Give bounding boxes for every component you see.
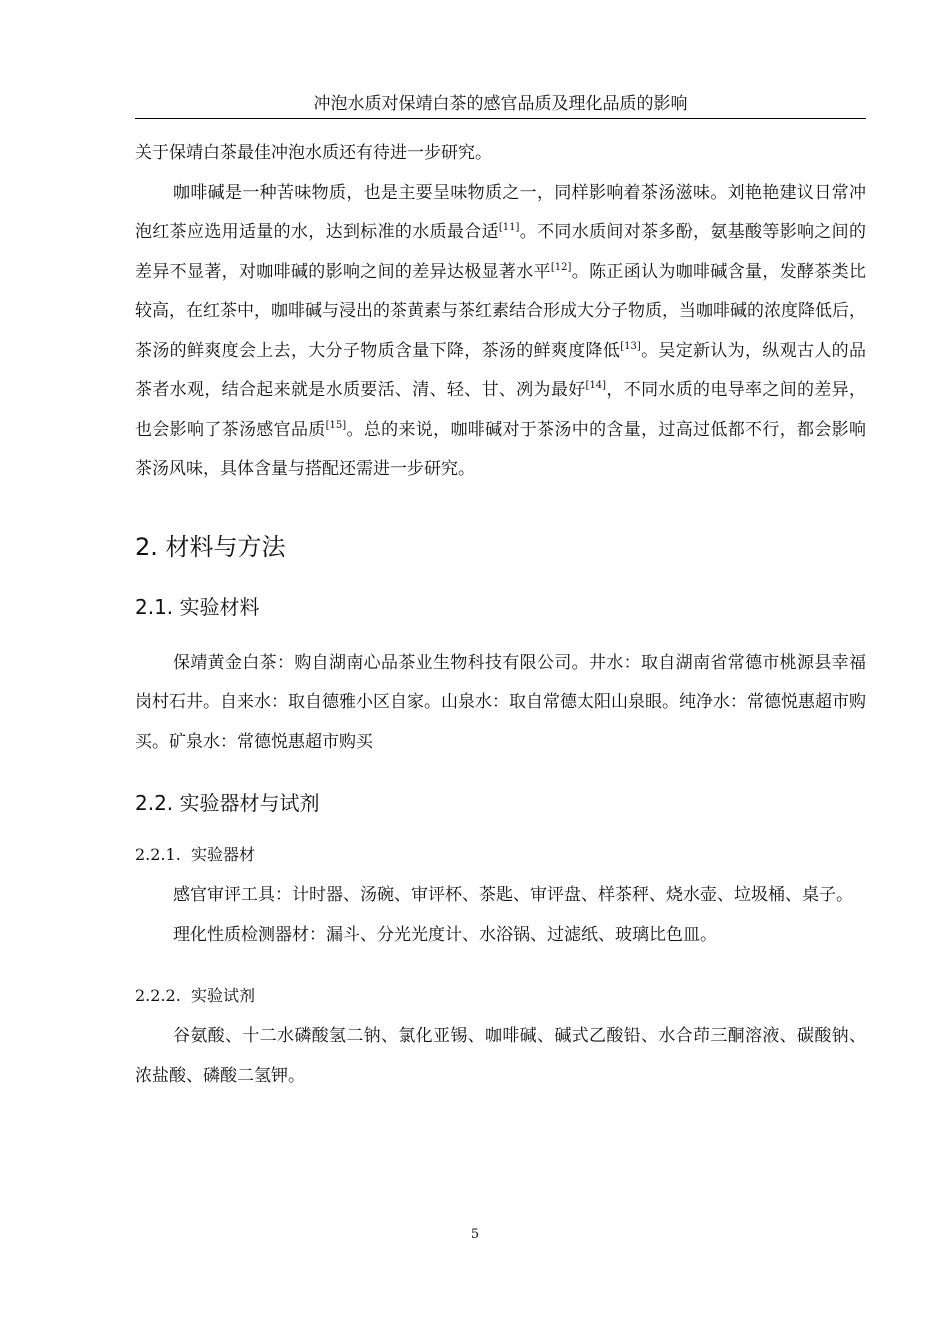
section-heading-2: 2. 材料与方法 (135, 532, 286, 561)
paragraph-reagents: 谷氨酸、十二水磷酸氢二钠、氯化亚锡、咖啡碱、碱式乙酸铅、水合茚三酮溶液、碳酸钠、浓盐酸、磷酸二氢钾。 (135, 1026, 866, 1086)
section-heading-2-2-2: 2.2.2. 实验试剂 (135, 986, 256, 1005)
paragraph-intro-1: 关于保靖白茶最佳冲泡水质还有待进一步研究。 (135, 143, 492, 163)
paragraph-materials: 保靖黄金白茶：购自湖南心品茶业生物科技有限公司。井水：取自湖南省常德市桃源县幸福岗村石井。自来水：取自德雅小区自家。山泉水：取自常德太阳山泉眼。纯净水：常德悦惠超市购买。矿泉水：常德悦惠超市购买 (135, 652, 866, 752)
section-heading-2-2-1: 2.2.1. 实验器材 (135, 845, 256, 864)
citation-14: [14] (585, 380, 607, 391)
section-heading-2-1: 2.1. 实验材料 (135, 594, 260, 619)
running-header: 冲泡水质对保靖白茶的感官品质及理化品质的影响 (135, 92, 866, 119)
citation-11: [11] (498, 222, 520, 233)
paragraph-sensory-tools: 感官审评工具：计时器、汤碗、审评杯、茶匙、审评盘、样茶秤、烧水壶、垃圾桶、桌子。 (173, 885, 853, 905)
citation-15: [15] (325, 419, 347, 431)
page-body (135, 134, 866, 1096)
citation-13: [13] (620, 340, 641, 352)
section-heading-2-2: 2.2. 实验器材与试剂 (135, 791, 320, 815)
paragraph-intro-2: 咖啡碱是一种苦味物质，也是主要呈味物质之一，同样影响着茶汤滋味。刘艳艳建议日常冲泡红茶应选用适量的水，达到标准的水质最合适[11]。不同水质间对茶多酚，氨基酸等影响之间的差异不显著，对咖啡碱的影响之间的差异达极显著水平[12]。陈正函认为咖啡碱含量，发酵茶类比较高，在红茶中，咖啡碱与浸出的茶黄素与茶红素结合形成大分子物质，当咖啡碱的浓度降低后，茶汤的鲜爽度会上去，大分子物质含量下降，茶汤的鲜爽度降低[13]。吴定新认为，纵观古人的品茶者水观，结合起来就是水质要活、清、轻、甘、冽为最好[14]，不同水质的电导率之间的差异，也会影响了茶汤感官品质[15]。总的来说，咖啡碱对于茶汤中的含量，过高过低都不行，都会影响茶汤风味，具体含量与搭配还需进一步研究。 (135, 182, 867, 479)
citation-12: [12] (550, 261, 572, 273)
page-number: 5 (470, 1227, 480, 1242)
paragraph-lab-equipment: 理化性质检测器材：漏斗、分光光度计、水浴锅、过滤纸、玻璃比色皿。 (173, 924, 717, 945)
